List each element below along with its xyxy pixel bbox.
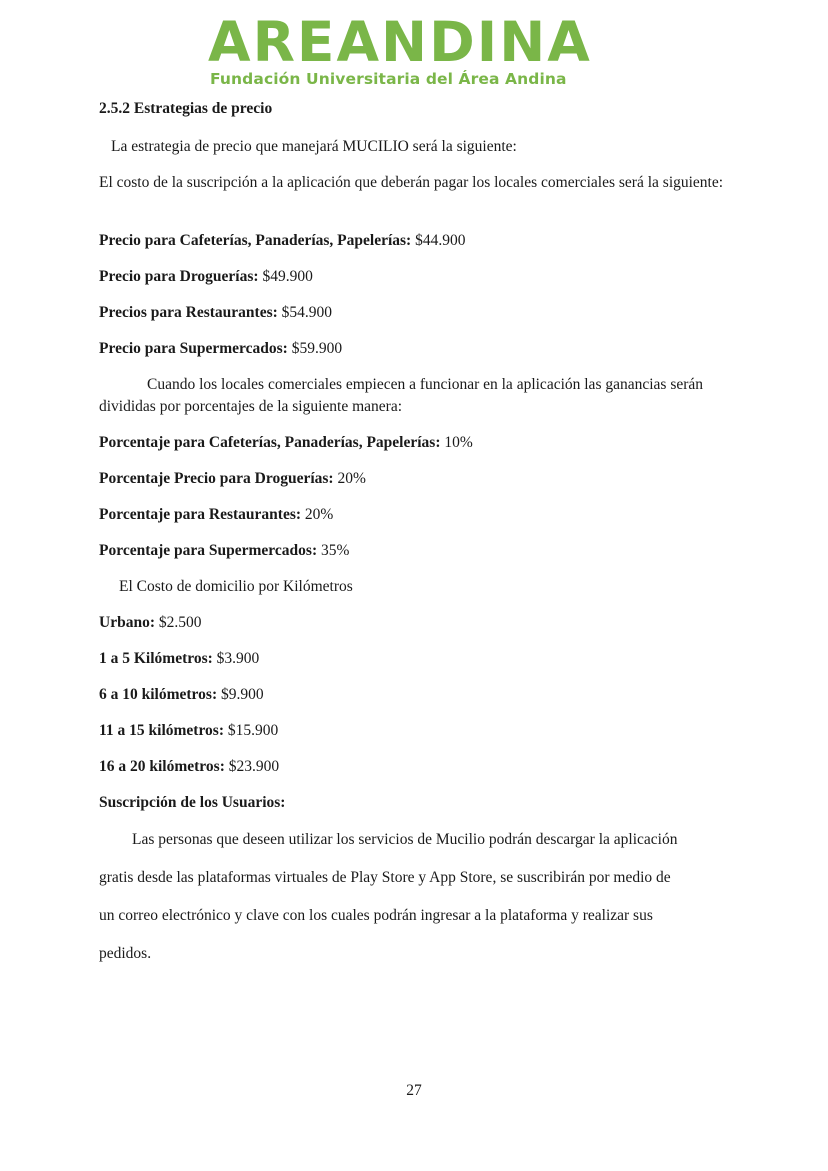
page-number: 27 (406, 1082, 422, 1099)
users-heading: Suscripción de los Usuarios: (99, 794, 286, 811)
section-heading: 2.5.2 Estrategias de precio (99, 100, 273, 117)
earnings-paragraph: Cuando los locales comerciales empiecen a funcionar en la aplicación las ganancias serán divididas por porcentajes de la siguiente manera: (99, 376, 704, 415)
intro-paragraph: La estrategia de precio que manejará MUCILIO será la siguiente: (111, 138, 517, 155)
price-item: Precio para Supermercados: $59.900 (99, 340, 343, 357)
percentage-item: Porcentaje Precio para Droguerías: 20% (99, 470, 366, 487)
delivery-item: 6 a 10 kilómetros: $9.900 (99, 686, 264, 703)
percentage-item: Porcentaje para Supermercados: 35% (99, 542, 350, 559)
delivery-item: 11 a 15 kilómetros: $15.900 (99, 722, 279, 739)
delivery-intro: El Costo de domicilio por Kilómetros (119, 578, 353, 595)
percentage-item: Porcentaje para Restaurantes: 20% (99, 506, 334, 523)
price-item: Precio para Cafeterías, Panaderías, Papelerías: $44.900 (99, 232, 466, 249)
header-logo (0, 8, 828, 92)
users-paragraph-line: Las personas que deseen utilizar los servicios de Mucilio podrán descargar la aplicación (132, 831, 678, 848)
delivery-item: 1 a 5 Kilómetros: $3.900 (99, 650, 260, 667)
delivery-item: 16 a 20 kilómetros: $23.900 (99, 758, 280, 775)
users-paragraph-line: gratis desde las plataformas virtuales de Play Store y App Store, se suscribirán por medio de (99, 869, 671, 886)
users-paragraph-line: pedidos. (99, 945, 152, 962)
subscription-paragraph: El costo de la suscripción a la aplicación que deberán pagar los locales comerciales será la siguiente: (99, 174, 724, 191)
delivery-item: Urbano: $2.500 (99, 614, 202, 631)
logo-subtitle: Fundación Universitaria del Área Andina (210, 70, 567, 88)
logo-wordmark: AREANDINA (208, 10, 592, 74)
percentage-item: Porcentaje para Cafeterías, Panaderías, Papelerías: 10% (99, 434, 473, 451)
price-item: Precios para Restaurantes: $54.900 (99, 304, 333, 321)
price-item: Precio para Droguerías: $49.900 (99, 268, 313, 285)
users-paragraph-line: un correo electrónico y clave con los cuales podrán ingresar a la plataforma y realizar sus (99, 907, 653, 924)
